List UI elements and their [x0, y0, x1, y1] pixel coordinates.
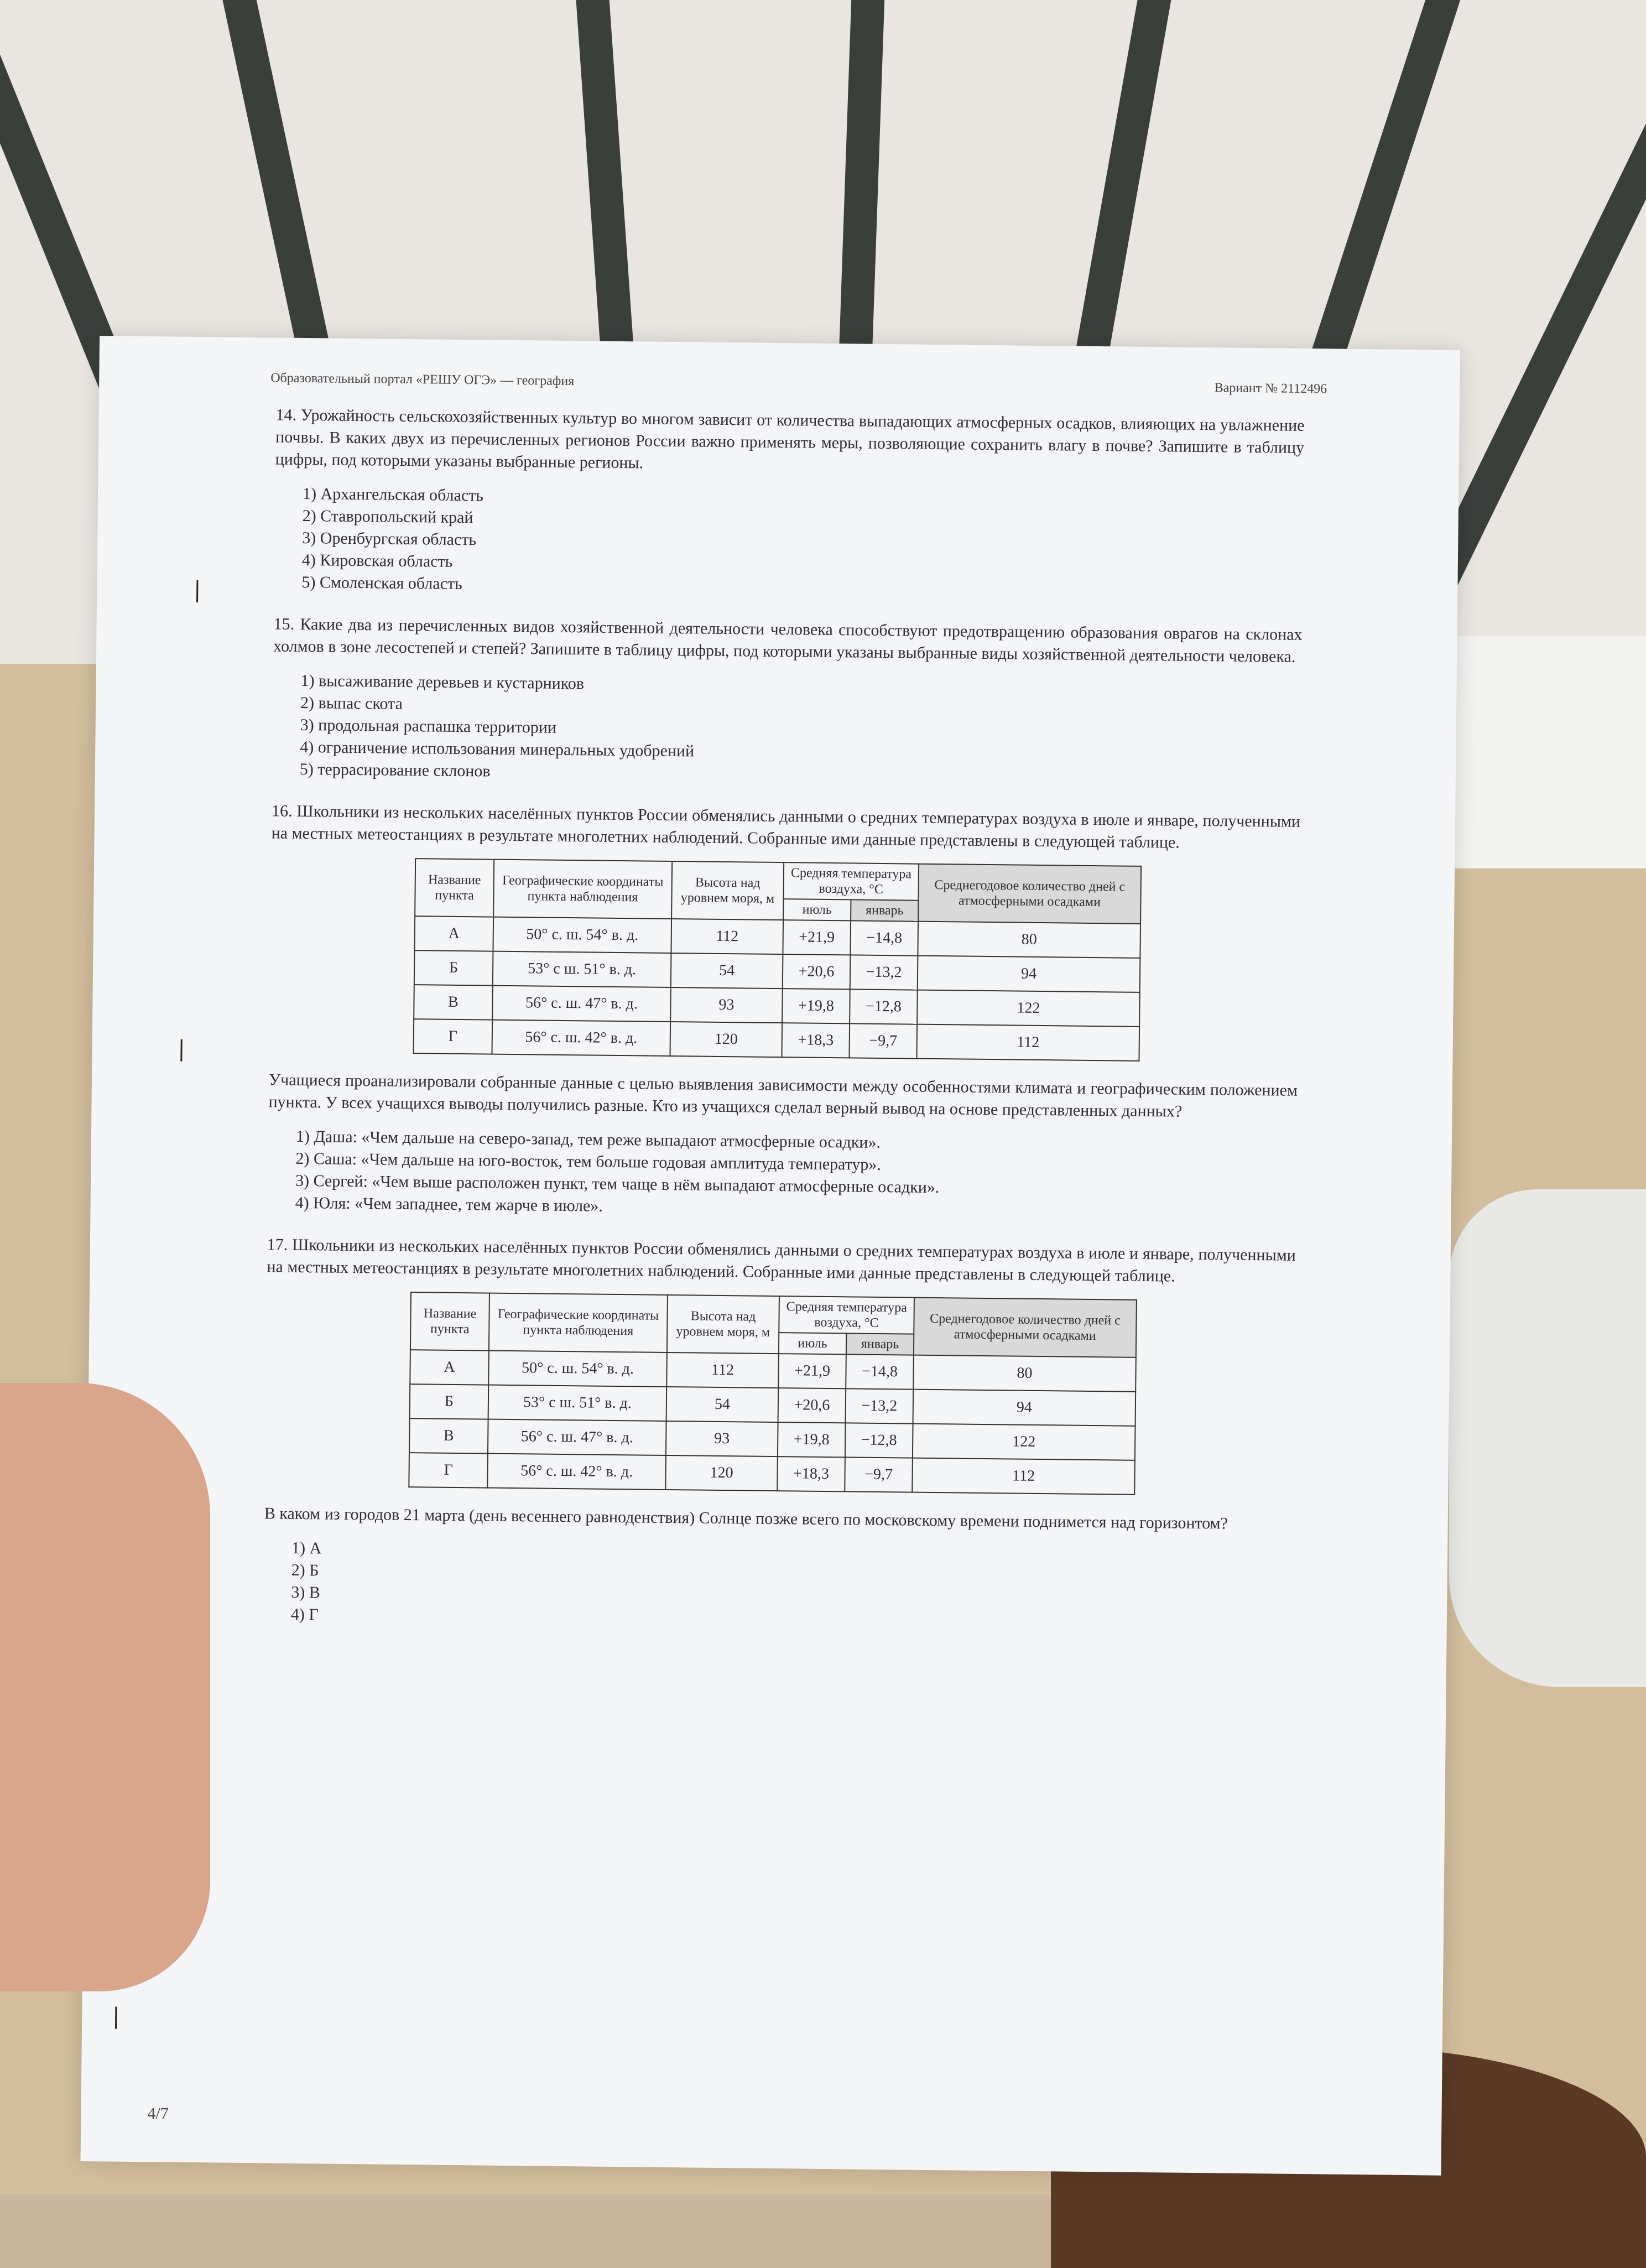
cell: −13,2: [850, 955, 918, 990]
cell: 50° с. ш. 54° в. д.: [488, 1351, 667, 1387]
cell: Г: [409, 1453, 488, 1487]
cell: 56° с. ш. 47° в. д.: [492, 986, 671, 1022]
cell: +18,3: [777, 1456, 845, 1491]
cell: 80: [918, 922, 1140, 958]
question-16-followup: Учащиеся проанализировали собранные данные с целью выявления зависимости между особенностями климата и географическим положением пункта. У всех учащихся выводы получились разные. Кто из учащихся сделал верный вывод на основе представленных данных?: [268, 1070, 1298, 1121]
option-item: 2) Саша: «Чем дальше на юго-восток, тем больше годовая амплитуда температур».: [295, 1149, 882, 1174]
header-variant: Вариант № 2112496: [1214, 381, 1327, 397]
margin-mark: [196, 580, 198, 602]
cell: +19,8: [782, 989, 850, 1023]
question-14-text: 14. Урожайность сельскохозяйственных культур во многом зависит от количества выпадающих атмосферных осадков, влияющих на увлажнение почвы. В каких двух из перечисленных регионов России важно применять меры, позволяющие сохранить влагу в почве? Запишите в таблицу цифры, под которыми указаны выбранные регионы.: [275, 405, 1305, 472]
question-17-text: 17. Школьники из нескольких населённых пунктов России обменялись данными о средних температурах воздуха в июле и январе, полученными на местных метеостанциях в результате многолетних наблюдений. Собранные ими данные представлены в следующей таблице.: [267, 1235, 1296, 1286]
col-header-jan: январь: [846, 1333, 914, 1355]
exam-sheet: [81, 336, 1460, 2176]
question-16-options: [295, 1126, 1297, 1225]
option-item: 5) террасирование склонов: [299, 760, 491, 781]
weather-table-16: [413, 858, 1142, 1062]
col-header-name: Название пункта: [415, 859, 494, 917]
cell: 112: [916, 1024, 1139, 1061]
cell: +21,9: [778, 1354, 846, 1388]
cell: +21,9: [783, 920, 851, 955]
cell: 120: [665, 1455, 778, 1491]
question-16-text: 16. Школьники из нескольких населённых пунктов России обменялись данными о средних температурах воздуха в июле и январе, полученными на местных метеостанциях в результате многолетних наблюдений. Собранные ими данные представлены в следующей таблице.: [271, 802, 1301, 852]
cell: +20,6: [783, 954, 851, 989]
cell: А: [414, 916, 493, 951]
option-item: 1) высаживание деревьев и кустарников: [300, 671, 585, 693]
option-item: 3) В: [291, 1583, 320, 1602]
option-item: 4) Юля: «Чем западнее, тем жарче в июле».: [295, 1193, 603, 1215]
option-item: 1) Архангельская область: [302, 484, 484, 505]
option-item: 3) продольная распашка территории: [300, 715, 557, 737]
option-item: 2) Ставропольский край: [302, 506, 473, 527]
question-17-followup: В каком из городов 21 марта (день весеннего равноденствия) Солнце позже всего по московскому времени поднимется над горизонтом?: [264, 1504, 1228, 1533]
cell: 120: [670, 1022, 782, 1057]
margin-mark: [180, 1039, 182, 1062]
cell: 94: [918, 956, 1140, 992]
cell: 112: [671, 919, 783, 954]
cell: В: [414, 985, 493, 1019]
option-item: 4) ограничение использования минеральных удобрений: [300, 737, 695, 761]
question-14-options: [301, 483, 1304, 604]
table-row: [414, 1019, 1140, 1061]
col-header-coords: Географические координаты пункта наблюдения: [489, 1293, 668, 1353]
col-header-jan: январь: [851, 899, 918, 921]
option-item: 1) А: [291, 1538, 322, 1558]
cell: 93: [666, 1421, 778, 1456]
cell: 94: [913, 1390, 1136, 1426]
cell: −12,8: [850, 989, 918, 1024]
option-item: 5) Смоленская область: [301, 573, 462, 594]
cell: 80: [913, 1355, 1136, 1392]
col-header-july: июль: [783, 899, 851, 920]
col-header-height: Высота над уровнем моря, м: [671, 861, 784, 920]
col-header-temp: Средняя температура воздуха, °С: [783, 862, 919, 901]
option-item: 2) выпас скота: [300, 693, 403, 713]
bin-background: [1438, 636, 1646, 868]
col-header-temp: Средняя температура воздуха, °С: [779, 1296, 914, 1334]
col-header-height: Высота над уровнем моря, м: [667, 1295, 779, 1354]
cell: 56° с. ш. 42° в. д.: [487, 1454, 666, 1490]
weather-table-17: [408, 1292, 1137, 1495]
cell: Б: [414, 950, 493, 985]
cell: 56° с. ш. 42° в. д.: [492, 1020, 671, 1056]
cell: А: [410, 1350, 489, 1385]
col-header-days: Среднегодовое количество дней с атмосферными осадками: [914, 1298, 1137, 1357]
cell: −13,2: [846, 1388, 914, 1423]
page-content: [263, 404, 1304, 1656]
col-header-days: Среднегодовое количество дней с атмосферными осадками: [918, 864, 1141, 924]
question-15-options: [300, 670, 1302, 791]
margin-mark: [115, 2007, 117, 2029]
option-item: 4) Кировская область: [301, 550, 453, 571]
cell: 54: [666, 1387, 779, 1422]
cell: 56° с. ш. 47° в. д.: [488, 1419, 666, 1455]
cell: +19,8: [778, 1422, 846, 1457]
cell: 122: [917, 990, 1140, 1027]
cell: −12,8: [845, 1423, 913, 1458]
cell: 112: [912, 1458, 1135, 1495]
question-17-options: [291, 1537, 1293, 1636]
cell: −9,7: [849, 1023, 917, 1058]
hand-holding-sheet: [0, 1383, 210, 1991]
cell: +18,3: [782, 1023, 850, 1058]
option-item: 1) Даша: «Чем дальше на северо-запад, тем реже выпадают атмосферные осадки».: [295, 1127, 881, 1152]
page-header: [270, 371, 1327, 397]
cell: Б: [410, 1384, 489, 1419]
cell: 54: [671, 953, 783, 989]
cell: 122: [913, 1424, 1135, 1460]
cell: 53° с ш. 51° в. д.: [493, 951, 671, 987]
option-item: 3) Оренбургская область: [302, 528, 477, 549]
cell: 93: [670, 987, 783, 1023]
shoe-background: [1449, 1189, 1646, 1687]
col-header-name: Название пункта: [410, 1292, 489, 1350]
col-header-july: июль: [779, 1333, 846, 1354]
cell: −14,8: [846, 1354, 914, 1389]
cell: −9,7: [845, 1457, 913, 1492]
header-left: Образовательный портал «РЕШУ ОГЭ» — география: [270, 371, 575, 389]
page-number: 4/7: [147, 2104, 169, 2123]
cell: Г: [414, 1019, 493, 1054]
cell: −14,8: [850, 920, 918, 955]
option-item: 2) Б: [291, 1560, 319, 1580]
cell: 112: [666, 1353, 779, 1388]
option-item: 4) Г: [290, 1605, 319, 1624]
table-row: [409, 1453, 1135, 1495]
cell: В: [409, 1418, 488, 1453]
cell: +20,6: [778, 1388, 846, 1423]
cell: 50° с. ш. 54° в. д.: [493, 917, 671, 953]
question-15-text: 15. Какие два из перечисленных видов хозяйственной деятельности человека способствуют предотвращению образования оврагов на склонах холмов в зоне лесостепей и степей? Запишите в таблицу цифры, под которыми указаны выбранные виды хозяйственной деятельности человека.: [273, 615, 1303, 666]
col-header-coords: Географические координаты пункта наблюдения: [493, 860, 672, 919]
cell: 53° с ш. 51° в. д.: [488, 1385, 667, 1421]
option-item: 3) Сергей: «Чем выше расположен пункт, тем чаще в нём выпадают атмосферные осадки».: [295, 1171, 940, 1197]
